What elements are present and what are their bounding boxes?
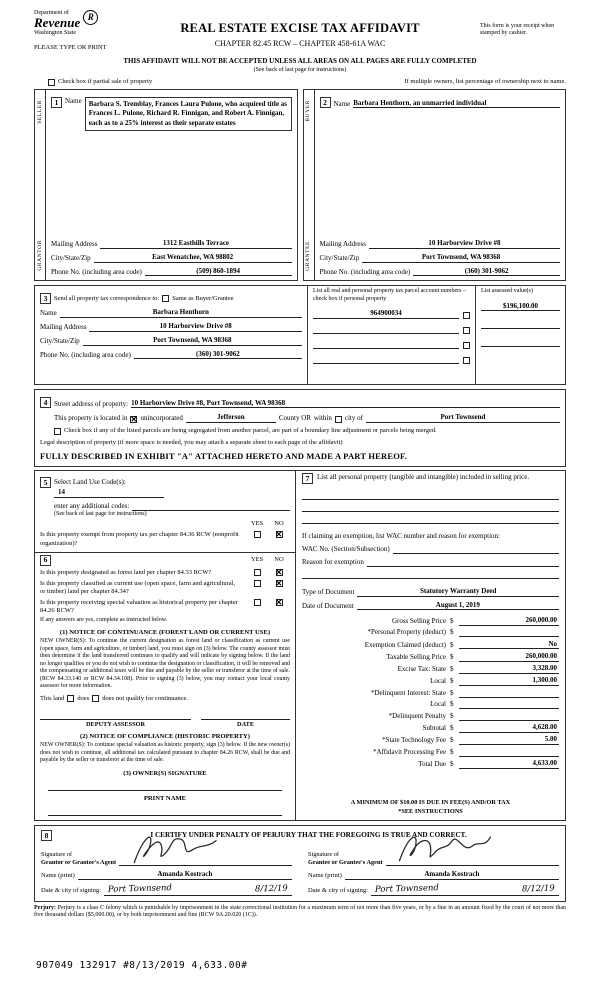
legal-description-label: Legal description of property (if more space is needed, you may attach a separate sheet to each page of the affidavit) <box>40 439 343 447</box>
subtotal-value[interactable]: 4,628.00 <box>459 723 559 733</box>
section6-header-row <box>40 555 290 566</box>
assessed-value[interactable]: $196,100.00 <box>481 302 560 312</box>
gross-selling-price-value[interactable]: 260,000.00 <box>459 616 559 626</box>
personal-property-deduct-row <box>302 628 559 637</box>
personal-property-blank-1[interactable] <box>302 490 559 500</box>
parcel-numbers-header: List all real and personal property tax parcel account numbers – check box if personal property <box>313 288 466 302</box>
owners-signature-line[interactable] <box>48 780 282 791</box>
logo-dept-line: Department of <box>34 10 69 16</box>
partial-sale-row <box>34 78 566 86</box>
if-yes-note: If any answers are yes, complete as instructed below. <box>40 617 168 624</box>
delinquent-interest-local-value[interactable] <box>459 700 559 709</box>
historic-no-checkbox[interactable] <box>276 599 283 606</box>
grantor-name-print-label: Name (print) <box>41 871 75 879</box>
property-located-row <box>54 413 560 423</box>
parties-row <box>34 89 566 281</box>
city-of-label: city of <box>344 414 363 423</box>
segregated-checkbox[interactable] <box>54 428 61 435</box>
buyer-name-value[interactable]: Barbara Henthorn, an unmarried individual <box>353 99 560 109</box>
grantor-date-city-label: Date & city of signing: <box>41 887 101 895</box>
corr-name-value[interactable]: Barbara Henthorn <box>60 308 302 318</box>
grantee-name-print-value[interactable]: Amanda Kostrach <box>345 870 559 880</box>
seller-citystatezip-row <box>51 253 292 263</box>
reason-blank[interactable] <box>302 569 559 579</box>
parcel-4-personal-checkbox[interactable] <box>463 357 470 364</box>
seller-address-fields <box>51 235 292 276</box>
state-technology-fee-row <box>302 735 559 745</box>
exempt-question: Is this property exempt from property tax per chapter 84.36 RCW (nonprofit organization)? <box>40 531 239 547</box>
corr-mailing-value[interactable]: 10 Harborview Drive #8 <box>89 322 302 332</box>
excise-tax-state-label: Excise Tax: State <box>397 665 446 673</box>
additional-codes-row <box>54 502 290 511</box>
assessed-blank-1[interactable] <box>481 320 560 329</box>
assessed-blank-2[interactable] <box>481 338 560 347</box>
grantee-date-city-label: Date & city of signing: <box>308 887 368 895</box>
section-2-number: 2 <box>320 97 331 108</box>
buyer-name-label: Name <box>333 99 351 108</box>
parcel-row-3 <box>313 340 470 349</box>
buyer-citystatezip-label: City/State/Zip <box>319 253 360 262</box>
total-due-row <box>302 759 559 769</box>
buyer-side-bottom: GRANTEE <box>305 240 312 271</box>
grantor-city-handwriting: Port Townsend <box>107 883 172 895</box>
buyer-mailing-label: Mailing Address <box>319 240 366 249</box>
does-label: does <box>77 694 90 702</box>
unincorporated-checkbox[interactable] <box>130 416 137 423</box>
state-technology-fee-label: *State Technology Fee <box>382 736 446 745</box>
date-of-document-row <box>302 601 559 611</box>
land-use-code-value[interactable]: 14 <box>54 488 164 498</box>
section-4-number: 4 <box>40 397 51 408</box>
section-8-number: 8 <box>41 830 52 841</box>
certify-statement: I CERTIFY UNDER PENALTY OF PERJURY THAT THE FOREGOING IS TRUE AND CORRECT. <box>150 831 467 840</box>
dollar-sign: $ <box>450 747 454 756</box>
does-not-label: does not qualify for continuance. <box>102 694 189 702</box>
buyer-name-row <box>320 97 561 108</box>
dollar-sign: $ <box>450 760 454 768</box>
same-as-buyer-label: Same as Buyer/Grantee <box>172 294 234 302</box>
exempt-question-row <box>40 531 290 547</box>
city-checkbox[interactable] <box>335 416 342 423</box>
delinquent-penalty-row <box>302 712 559 721</box>
land-does-not-checkbox[interactable] <box>92 695 99 702</box>
section-4-property-location <box>34 389 566 467</box>
notice-compliance-body: NEW OWNER(S): To continue special valuation as historic property, sign (3) below. If the new owner(s) does not wish to continue, all additional tax calculated pursuant to chapter 84.26 RCW, shall be due and payable by the seller or transferor at the time of sale. <box>40 742 290 764</box>
dor-logo-text <box>34 10 80 36</box>
grantor-agent-label: Grantor or Grantor's Agent <box>41 858 117 866</box>
grantee-signature-of-label: Signature of <box>308 851 339 859</box>
segregated-row <box>54 427 560 435</box>
buyer-citystatezip-value[interactable]: Port Townsend, WA 98368 <box>362 253 560 263</box>
dollar-sign: $ <box>450 616 454 625</box>
mid-columns <box>34 470 566 821</box>
forest-yes-checkbox[interactable] <box>254 569 261 576</box>
type-of-document-row <box>302 587 559 597</box>
dollar-sign: $ <box>450 665 454 673</box>
dollar-sign: $ <box>450 724 454 732</box>
chapter-subtitle: CHAPTER 82.45 RCW – CHAPTER 458-61A WAC <box>214 38 386 48</box>
seller-mailing-row <box>51 239 292 249</box>
corr-phone-row <box>40 350 302 360</box>
parcel-numbers-column <box>307 286 475 384</box>
forest-question-row <box>40 569 290 577</box>
seller-mailing-value[interactable]: 1312 Easthills Terrace <box>100 239 291 249</box>
parcel-number-value[interactable]: 964900034 <box>313 309 459 319</box>
county-value[interactable]: Jefferson <box>186 413 276 423</box>
excise-tax-state-value[interactable]: 3,328.00 <box>459 664 559 674</box>
personal-property-blank-3[interactable] <box>302 514 559 524</box>
grantor-name-print-row <box>41 870 292 880</box>
personal-property-header-row <box>302 473 559 484</box>
street-address-label: Street address of property: <box>54 399 129 408</box>
dollar-sign: $ <box>450 677 454 686</box>
signature-columns <box>41 851 559 895</box>
forest-no-checkbox[interactable] <box>276 569 283 576</box>
current-use-question-row <box>40 580 290 596</box>
seller-fields <box>46 90 297 280</box>
seller-phone-value[interactable]: (509) 860-1894 <box>145 267 292 277</box>
land-pre-label: This land <box>40 694 65 702</box>
affidavit-processing-fee-label: *Affidavit Processing Fee <box>373 747 446 756</box>
delinquent-interest-state-row <box>302 689 559 698</box>
dollar-sign: $ <box>450 711 454 720</box>
buyer-side-label <box>304 90 315 280</box>
print-name-line[interactable] <box>48 805 282 816</box>
exempt-yes-checkbox[interactable] <box>254 531 261 538</box>
deputy-date-line[interactable] <box>201 711 290 720</box>
unincorporated-label: unincorporated <box>140 414 183 423</box>
revenue-logo-icon: R <box>83 10 98 25</box>
not-accepted-warning: THIS AFFIDAVIT WILL NOT BE ACCEPTED UNLESS ALL AREAS ON ALL PAGES ARE FULLY COMPLETED <box>123 57 477 65</box>
buyer-phone-row <box>320 267 561 277</box>
personal-property-deduct-label: *Personal Property (deduct) <box>367 628 446 637</box>
parcel-row-1 <box>313 309 470 319</box>
reason-label: Reason for exemption <box>302 558 364 566</box>
corr-name-row <box>40 308 302 318</box>
seller-citystatezip-value[interactable]: East Wenatchee, WA 98802 <box>94 253 292 263</box>
no-column-header: NO <box>274 520 284 528</box>
logo-revenue-line: Revenue <box>34 15 81 31</box>
corr-citystatezip-label: City/State/Zip <box>40 336 80 345</box>
notice-compliance-title: (2) NOTICE OF COMPLIANCE (HISTORIC PROPERTY) <box>80 732 250 740</box>
reason-row <box>302 558 559 567</box>
seller-side-top: SELLER <box>36 100 43 125</box>
money-rows <box>302 613 559 769</box>
wac-value[interactable] <box>393 545 559 554</box>
city-value[interactable]: Port Townsend <box>366 413 560 423</box>
located-label: This property is located in <box>54 414 128 423</box>
personal-property-label: List all personal property (tangible and intangible) included in selling price. <box>317 473 530 481</box>
seller-name-row <box>51 97 292 130</box>
land-use-header-row <box>40 477 290 488</box>
section-8-certification <box>34 825 566 901</box>
delinquent-interest-local-label: Local <box>430 700 446 709</box>
dollar-sign: $ <box>450 652 454 661</box>
grantee-signature-labels <box>308 851 383 866</box>
delinquent-interest-local-row <box>302 700 559 709</box>
buyer-mailing-value[interactable]: 10 Harborview Drive #8 <box>369 239 560 249</box>
print-name-title: PRINT NAME <box>143 794 187 802</box>
owners-signature-title: (3) OWNER(S) SIGNATURE <box>123 769 207 777</box>
section-5-land-use <box>34 470 296 553</box>
seller-mailing-label: Mailing Address <box>51 240 98 249</box>
corr-name-label: Name <box>40 309 57 318</box>
section-3-number: 3 <box>40 293 51 304</box>
total-due-label: Total Due <box>418 760 446 768</box>
yes-column-header-6: YES <box>250 556 264 564</box>
within-label: within <box>313 414 332 423</box>
type-of-document-value[interactable]: Statutory Warranty Deed <box>357 587 559 597</box>
grantee-date-city-row <box>308 884 559 896</box>
corr-citystatezip-row <box>40 336 302 346</box>
buyer-mailing-row <box>320 239 561 249</box>
corr-phone-label: Phone No. (including area code) <box>40 350 131 359</box>
notice-continuance-title: (1) NOTICE OF CONTINUANCE (FOREST LAND OR CURRENT USE) <box>59 628 271 636</box>
dollar-sign: $ <box>450 628 454 637</box>
buyer-phone-value[interactable]: (360) 301-9062 <box>413 267 560 277</box>
grantee-city-handwriting: Port Townsend <box>374 883 439 895</box>
additional-codes-value[interactable] <box>132 502 290 511</box>
grantor-signature <box>127 828 227 868</box>
corr-phone-value[interactable]: (360) 301-9062 <box>134 350 302 360</box>
grantor-signature-column <box>41 851 292 895</box>
notice-continuance-body: NEW OWNER(S): To continue the current designation as forest land or classification as current use (open space, farm and agriculture, or timber) land, you must sign on (3) below. The county assessor must then determine if the land transferred continues to qualify and will indicate by signing below. If the land no longer qualifies or you do not wish to continue the designation or classification, it will be removed and the compensating or additional taxes will be due and payable by the seller or transferor at the time of sale. (RCW 84.33.140 or RCW 84.34.108). Prior to signing (3) below, you may contact your local county assessor for more information. <box>40 637 290 690</box>
land-use-label: Select Land Use Code(s): <box>54 478 126 487</box>
delinquent-penalty-value[interactable] <box>459 712 559 721</box>
grantee-date-city-line[interactable] <box>371 884 559 896</box>
grantor-date-city-line[interactable] <box>104 884 292 896</box>
excise-tax-local-value[interactable]: 1,300.00 <box>459 676 559 686</box>
section-7-number: 7 <box>302 473 313 484</box>
see-back-note: (See back of last page for instructions) <box>253 66 347 73</box>
grantee-name-print-row <box>308 870 559 880</box>
corr-mailing-label: Mailing Address <box>40 323 87 332</box>
send-correspondence-label: Send all property tax correspondence to: <box>54 294 160 302</box>
parcel-2-blank[interactable] <box>313 325 459 334</box>
excise-tax-local-label: Local <box>430 677 446 686</box>
grantee-name-print-label: Name (print) <box>308 871 342 879</box>
parcel-row-2 <box>313 325 470 334</box>
logo-state-line: Washington State <box>34 29 77 36</box>
grantee-signature-line[interactable] <box>386 855 559 866</box>
parcel-3-blank[interactable] <box>313 340 459 349</box>
parcel-2-personal-checkbox[interactable] <box>463 327 470 334</box>
grantor-signature-of-label: Signature of <box>41 851 72 859</box>
form-header <box>34 8 566 56</box>
send-correspondence-row <box>40 293 302 304</box>
deputy-assessor-signature-line[interactable] <box>40 711 191 720</box>
legal-description-value: FULLY DESCRIBED IN EXHIBIT "A" ATTACHED HERETO AND MADE A PART HEREOF. <box>40 451 407 462</box>
street-address-row <box>40 397 560 408</box>
same-as-buyer-checkbox[interactable] <box>162 295 169 302</box>
corr-citystatezip-value[interactable]: Port Townsend, WA 98368 <box>83 336 302 346</box>
grantor-name-print-value[interactable]: Amanda Kostrach <box>78 870 292 880</box>
cashier-receipt-stamp: 907049 132917 #8/13/2019 4,633.00# <box>36 960 248 972</box>
type-of-document-label: Type of Document <box>302 587 355 596</box>
grantee-signature <box>394 828 494 868</box>
delinquent-penalty-label: *Delinquent Penalty <box>388 711 446 720</box>
parcel-1-personal-checkbox[interactable] <box>463 312 470 319</box>
partial-sale-checkbox[interactable] <box>48 79 55 86</box>
historic-question: Is this property receiving special valuation as historical property per chapter 84.26 RCW? <box>40 599 238 615</box>
historic-yes-checkbox[interactable] <box>254 599 261 606</box>
taxable-selling-price-label: Taxable Selling Price <box>386 652 446 661</box>
seller-name-value[interactable]: Barbara S. Tremblay, Frances Laura Pulone, who acquired title as Frances L. Pulone, Richard R. Finnigan, and Robert A. Finnigan, each as to a 25% interest as their separate estates <box>85 97 292 130</box>
grantor-signature-line[interactable] <box>119 855 292 866</box>
deputy-date-col <box>201 711 290 729</box>
date-of-document-label: Date of Document <box>302 601 354 610</box>
grantee-agent-label: Grantee or Grantee's Agent <box>308 858 383 866</box>
deputy-assessor-row <box>40 711 290 729</box>
personal-property-blank-2[interactable] <box>302 502 559 512</box>
state-technology-fee-value[interactable]: 5.00 <box>459 735 559 745</box>
total-due-value[interactable]: 4,633.00 <box>459 759 559 769</box>
taxable-selling-price-value[interactable]: 260,000.00 <box>459 652 559 662</box>
reason-value[interactable] <box>367 558 559 567</box>
forest-question: Is this property designated as forest land per chapter 84.33 RCW? <box>40 568 212 576</box>
seller-citystatezip-label: City/State/Zip <box>51 253 91 262</box>
grantee-signature-column <box>308 851 559 895</box>
seller-name-label: Name <box>65 97 82 106</box>
additional-codes-label: enter any additional codes: <box>54 502 130 510</box>
deputy-assessor-col <box>40 711 191 729</box>
grantor-signature-row <box>41 851 292 866</box>
buyer-phone-label: Phone No. (including area code) <box>319 267 411 276</box>
segregated-label: Check box if any of the listed parcels are being segregated from another parcel, are part of a boundary line adjustment or parcels being merged. <box>64 427 437 435</box>
section-7-selling-price <box>296 470 566 821</box>
seller-phone-label: Phone No. (including area code) <box>51 267 142 276</box>
seller-side-label <box>35 90 46 280</box>
current-use-yes-checkbox[interactable] <box>254 580 261 587</box>
current-use-question: Is this property classified as current use (open space, farm and agricultural, or timber) land per chapter 84.34? <box>40 579 236 595</box>
section-3-tax-correspondence <box>34 285 566 385</box>
gross-selling-price-label: Gross Selling Price <box>391 616 446 625</box>
dollar-sign: $ <box>450 640 454 649</box>
section3-left <box>35 286 307 384</box>
current-use-no-checkbox[interactable] <box>276 580 283 587</box>
dollar-sign: $ <box>450 736 454 745</box>
parcel-row-4 <box>313 355 470 364</box>
section-2-buyer <box>303 89 567 281</box>
gross-selling-price-row <box>302 616 559 626</box>
affidavit-processing-fee-row <box>302 748 559 757</box>
date-of-document-value[interactable]: August 1, 2019 <box>357 601 559 611</box>
section-6-number: 6 <box>40 555 51 566</box>
exemption-claimed-row <box>302 640 559 650</box>
excise-tax-local-row <box>302 676 559 686</box>
see-instructions-note: *SEE INSTRUCTIONS <box>398 808 463 816</box>
delinquent-interest-state-label: *Delinquent Interest: State <box>370 688 446 697</box>
perjury-label: Perjury: <box>34 904 56 911</box>
perjury-text: Perjury is a class C felony which is punishable by imprisonment in the state correctional institution for a maximum term of not more than five years, or by a fine in an amount fixed by the court of not more than five thousand dollars ($5,000.00), or by both imprisonment and fine (RCW 9A.20.020 (1C)). <box>34 904 567 919</box>
land-does-checkbox[interactable] <box>67 695 74 702</box>
parcel-3-personal-checkbox[interactable] <box>463 342 470 349</box>
exempt-no-checkbox[interactable] <box>276 531 283 538</box>
dollar-sign: $ <box>450 688 454 697</box>
section5-yes-no-header <box>40 520 290 528</box>
section-6-designations <box>34 553 296 822</box>
corr-mailing-row <box>40 322 302 332</box>
perjury-notice <box>34 905 566 921</box>
delinquent-interest-state-value[interactable] <box>459 689 559 698</box>
exemption-claimed-value[interactable]: No <box>459 640 559 650</box>
personal-property-deduct-value[interactable] <box>459 628 559 637</box>
subtotal-row <box>302 723 559 733</box>
please-type-print: PLEASE TYPE OR PRINT <box>34 43 107 51</box>
grantee-signature-row <box>308 851 559 866</box>
deputy-assessor-label: DEPUTY ASSESSOR <box>86 720 146 728</box>
page-title: REAL ESTATE EXCISE TAX AFFIDAVIT <box>180 21 420 35</box>
multiple-owners-note: If multiple owners, list percentage of ownership next to name. <box>404 78 566 86</box>
seller-side-bottom: GRANTOR <box>36 239 43 271</box>
section-5-number: 5 <box>40 477 51 488</box>
buyer-address-fields <box>320 235 561 276</box>
dollar-sign: $ <box>450 700 454 709</box>
exemption-claimed-label: Exemption Claimed (deduct) <box>364 640 446 649</box>
excise-tax-state-row <box>302 664 559 674</box>
grantor-date-handwriting: 8/12/19 <box>255 883 289 895</box>
section5-see-back: (See back of last page for instructions) <box>54 510 147 517</box>
exemption-note: If claiming an exemption, list WAC number and reason for exemption: <box>302 532 500 540</box>
receipt-stamp-note: This form is your receipt when stamped by cashier. <box>480 23 555 37</box>
buyer-side-top: BUYER <box>305 100 312 123</box>
affidavit-processing-fee-value[interactable] <box>459 748 559 757</box>
assessed-value-header: List assessed value(s) <box>481 288 533 295</box>
street-address-value[interactable]: 10 Harborview Drive #8, Port Townsend, WA 98368 <box>131 399 560 409</box>
no-column-header-6: NO <box>274 556 284 564</box>
grantee-date-handwriting: 8/12/19 <box>522 883 556 895</box>
subtotal-label: Subtotal <box>422 724 446 732</box>
wac-row <box>302 545 559 554</box>
historic-question-row <box>40 599 290 615</box>
yes-column-header: YES <box>250 520 264 528</box>
county-or-label: County OR <box>278 414 311 423</box>
buyer-fields <box>315 90 566 280</box>
grantor-signature-labels <box>41 851 116 866</box>
section-1-number: 1 <box>51 97 62 108</box>
section-1-seller <box>34 89 298 281</box>
taxable-selling-price-row <box>302 652 559 662</box>
dor-logo <box>34 10 98 36</box>
partial-sale-label: Check box if partial sale of property <box>58 78 153 86</box>
grantor-date-city-row <box>41 884 292 896</box>
partial-sale-option <box>48 78 152 86</box>
continuance-qualify-row <box>40 695 290 703</box>
buyer-citystatezip-row <box>320 253 561 263</box>
minimum-due-note: A MINIMUM OF $10.00 IS DUE IN FEE(S) AND/OR TAX <box>350 799 511 807</box>
parcel-4-blank[interactable] <box>313 355 459 364</box>
seller-phone-row <box>51 267 292 277</box>
left-column <box>34 470 296 821</box>
assessed-value-column <box>475 286 565 384</box>
wac-label: WAC No. (Section/Subsection) <box>302 545 390 553</box>
deputy-date-label: DATE <box>237 720 255 728</box>
